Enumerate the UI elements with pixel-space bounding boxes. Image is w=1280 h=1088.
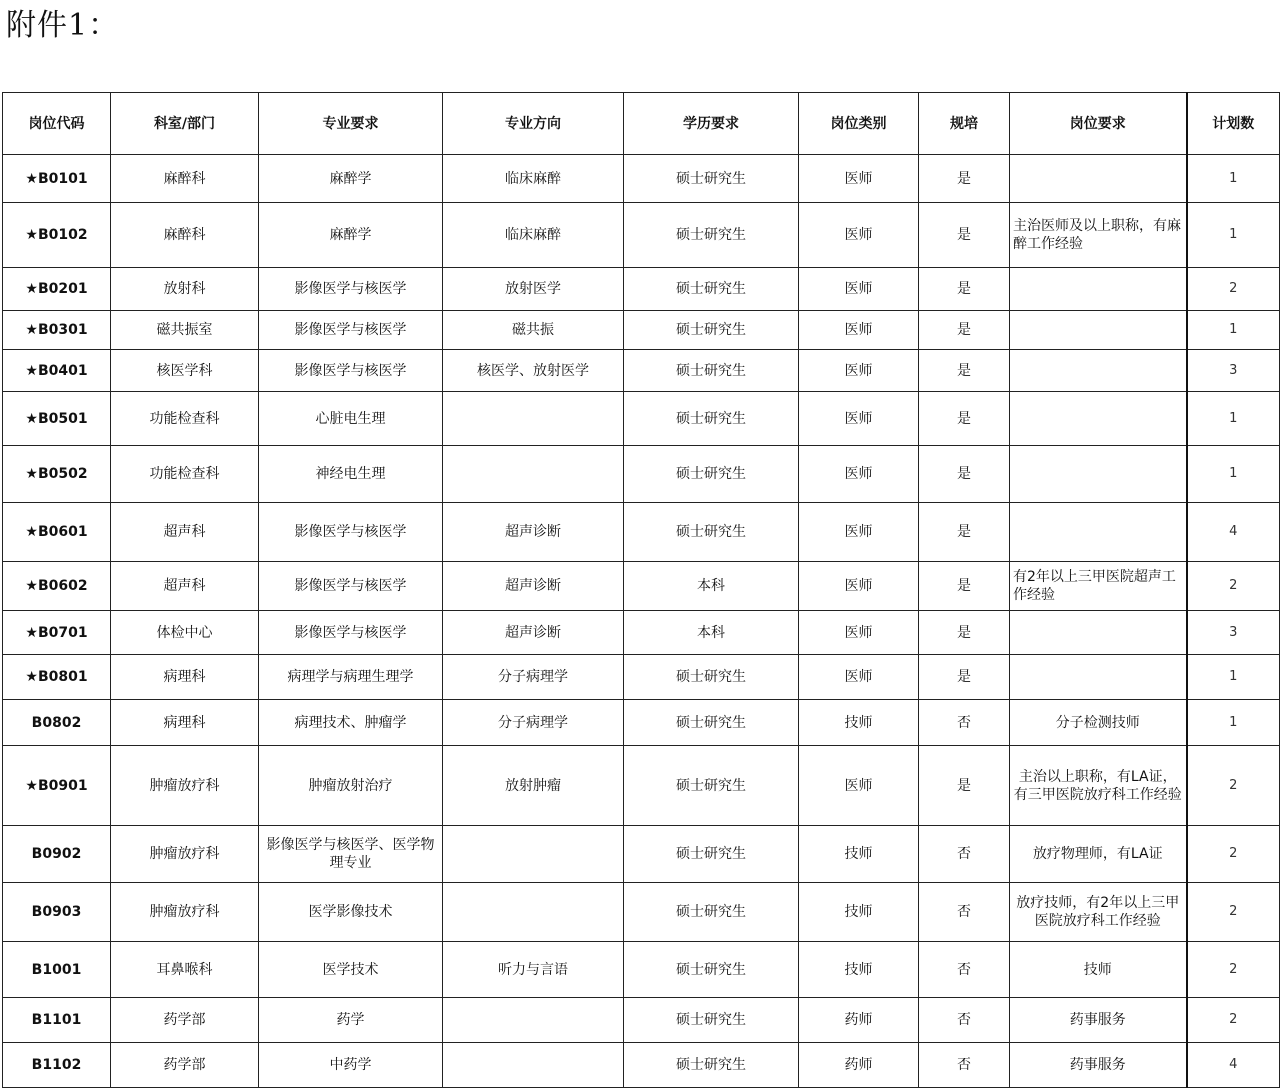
direction-cell: 超声诊断 — [443, 611, 624, 655]
position-code-cell: B1001 — [3, 942, 111, 998]
training-cell: 是 — [919, 446, 1010, 503]
requirement-cell — [1010, 350, 1187, 392]
department-cell: 功能检查科 — [111, 392, 259, 446]
education-cell: 硕士研究生 — [624, 503, 799, 562]
table-row — [3, 700, 1280, 746]
category-cell: 药师 — [799, 1043, 919, 1088]
direction-cell: 磁共振 — [443, 311, 624, 350]
plan-cell: 3 — [1187, 350, 1280, 392]
plan-cell: 1 — [1187, 446, 1280, 503]
table-row — [3, 562, 1280, 611]
training-cell: 是 — [919, 350, 1010, 392]
major-cell: 肿瘤放射治疗 — [259, 746, 443, 826]
department-cell: 药学部 — [111, 998, 259, 1043]
table-row — [3, 942, 1280, 998]
direction-cell: 临床麻醉 — [443, 155, 624, 203]
table-row — [3, 392, 1280, 446]
major-cell: 医学技术 — [259, 942, 443, 998]
major-cell: 影像医学与核医学 — [259, 503, 443, 562]
table-row — [3, 446, 1280, 503]
education-cell: 硕士研究生 — [624, 746, 799, 826]
direction-cell — [443, 392, 624, 446]
plan-cell: 2 — [1187, 998, 1280, 1043]
major-cell: 影像医学与核医学、医学物理专业 — [259, 826, 443, 883]
plan-cell: 1 — [1187, 655, 1280, 700]
direction-cell — [443, 998, 624, 1043]
position-code-cell: ★B0601 — [3, 503, 111, 562]
direction-cell: 核医学、放射医学 — [443, 350, 624, 392]
category-cell: 医师 — [799, 611, 919, 655]
direction-cell: 放射肿瘤 — [443, 746, 624, 826]
header-education: 学历要求 — [624, 93, 799, 155]
department-cell: 麻醉科 — [111, 155, 259, 203]
major-cell: 影像医学与核医学 — [259, 311, 443, 350]
training-cell: 是 — [919, 503, 1010, 562]
plan-cell: 2 — [1187, 826, 1280, 883]
department-cell: 体检中心 — [111, 611, 259, 655]
plan-cell: 1 — [1187, 392, 1280, 446]
department-cell: 肿瘤放疗科 — [111, 746, 259, 826]
table-row — [3, 998, 1280, 1043]
category-cell: 医师 — [799, 203, 919, 268]
plan-cell: 1 — [1187, 155, 1280, 203]
training-cell: 是 — [919, 203, 1010, 268]
plan-cell: 4 — [1187, 503, 1280, 562]
category-cell: 药师 — [799, 998, 919, 1043]
direction-cell — [443, 826, 624, 883]
header-position-code: 岗位代码 — [3, 93, 111, 155]
position-code-cell: ★B0701 — [3, 611, 111, 655]
training-cell: 否 — [919, 1043, 1010, 1088]
training-cell: 是 — [919, 155, 1010, 203]
position-code-cell: B0902 — [3, 826, 111, 883]
requirement-cell: 有2年以上三甲医院超声工作经验 — [1010, 562, 1187, 611]
plan-cell: 4 — [1187, 1043, 1280, 1088]
category-cell: 医师 — [799, 392, 919, 446]
positions-table — [2, 92, 1280, 1088]
plan-cell: 2 — [1187, 746, 1280, 826]
requirement-cell: 药事服务 — [1010, 998, 1187, 1043]
training-cell: 否 — [919, 826, 1010, 883]
category-cell: 医师 — [799, 503, 919, 562]
education-cell: 硕士研究生 — [624, 268, 799, 311]
position-code-cell: B1101 — [3, 998, 111, 1043]
major-cell: 神经电生理 — [259, 446, 443, 503]
position-code-cell: ★B0201 — [3, 268, 111, 311]
training-cell: 是 — [919, 655, 1010, 700]
requirement-cell: 分子检测技师 — [1010, 700, 1187, 746]
requirement-cell — [1010, 446, 1187, 503]
education-cell: 硕士研究生 — [624, 942, 799, 998]
department-cell: 肿瘤放疗科 — [111, 883, 259, 942]
header-direction: 专业方向 — [443, 93, 624, 155]
table-row — [3, 1043, 1280, 1088]
requirement-cell: 放疗技师，有2年以上三甲医院放疗科工作经验 — [1010, 883, 1187, 942]
training-cell: 是 — [919, 746, 1010, 826]
table-row — [3, 268, 1280, 311]
category-cell: 医师 — [799, 746, 919, 826]
requirement-cell: 药事服务 — [1010, 1043, 1187, 1088]
major-cell: 心脏电生理 — [259, 392, 443, 446]
requirement-cell — [1010, 268, 1187, 311]
department-cell: 功能检查科 — [111, 446, 259, 503]
direction-cell: 放射医学 — [443, 268, 624, 311]
education-cell: 本科 — [624, 611, 799, 655]
major-cell: 影像医学与核医学 — [259, 611, 443, 655]
position-code-cell: B0802 — [3, 700, 111, 746]
direction-cell: 分子病理学 — [443, 655, 624, 700]
direction-cell: 超声诊断 — [443, 503, 624, 562]
category-cell: 医师 — [799, 446, 919, 503]
requirement-cell: 放疗物理师，有LA证 — [1010, 826, 1187, 883]
department-cell: 超声科 — [111, 503, 259, 562]
department-cell: 药学部 — [111, 1043, 259, 1088]
position-code-cell: B1102 — [3, 1043, 111, 1088]
plan-cell: 1 — [1187, 700, 1280, 746]
education-cell: 硕士研究生 — [624, 155, 799, 203]
education-cell: 硕士研究生 — [624, 311, 799, 350]
education-cell: 硕士研究生 — [624, 998, 799, 1043]
header-department: 科室/部门 — [111, 93, 259, 155]
table-row — [3, 611, 1280, 655]
position-code-cell: B0903 — [3, 883, 111, 942]
table-row — [3, 746, 1280, 826]
department-cell: 病理科 — [111, 655, 259, 700]
position-code-cell: ★B0301 — [3, 311, 111, 350]
training-cell: 是 — [919, 268, 1010, 311]
department-cell: 病理科 — [111, 700, 259, 746]
direction-cell: 听力与言语 — [443, 942, 624, 998]
requirement-cell — [1010, 155, 1187, 203]
major-cell: 麻醉学 — [259, 203, 443, 268]
department-cell: 超声科 — [111, 562, 259, 611]
direction-cell: 分子病理学 — [443, 700, 624, 746]
training-cell: 否 — [919, 998, 1010, 1043]
training-cell: 是 — [919, 392, 1010, 446]
major-cell: 中药学 — [259, 1043, 443, 1088]
department-cell: 肿瘤放疗科 — [111, 826, 259, 883]
requirement-cell — [1010, 611, 1187, 655]
direction-cell — [443, 1043, 624, 1088]
plan-cell: 2 — [1187, 268, 1280, 311]
department-cell: 核医学科 — [111, 350, 259, 392]
requirement-cell — [1010, 503, 1187, 562]
department-cell: 麻醉科 — [111, 203, 259, 268]
direction-cell: 超声诊断 — [443, 562, 624, 611]
position-code-cell: ★B0101 — [3, 155, 111, 203]
department-cell: 耳鼻喉科 — [111, 942, 259, 998]
category-cell: 技师 — [799, 942, 919, 998]
category-cell: 技师 — [799, 826, 919, 883]
plan-cell: 2 — [1187, 562, 1280, 611]
position-code-cell: ★B0901 — [3, 746, 111, 826]
category-cell: 医师 — [799, 562, 919, 611]
position-code-cell: ★B0801 — [3, 655, 111, 700]
table-row — [3, 883, 1280, 942]
requirement-cell: 技师 — [1010, 942, 1187, 998]
position-code-cell: ★B0501 — [3, 392, 111, 446]
education-cell: 硕士研究生 — [624, 883, 799, 942]
direction-cell: 临床麻醉 — [443, 203, 624, 268]
training-cell: 否 — [919, 883, 1010, 942]
table-row — [3, 311, 1280, 350]
position-code-cell: ★B0401 — [3, 350, 111, 392]
requirement-cell — [1010, 311, 1187, 350]
plan-cell: 2 — [1187, 883, 1280, 942]
plan-cell: 2 — [1187, 942, 1280, 998]
major-cell: 病理学与病理生理学 — [259, 655, 443, 700]
category-cell: 医师 — [799, 268, 919, 311]
table-row — [3, 350, 1280, 392]
page-title: 附件1： — [6, 8, 120, 43]
table-row — [3, 655, 1280, 700]
education-cell: 硕士研究生 — [624, 826, 799, 883]
training-cell: 是 — [919, 562, 1010, 611]
plan-cell: 1 — [1187, 203, 1280, 268]
major-cell: 影像医学与核医学 — [259, 268, 443, 311]
education-cell: 本科 — [624, 562, 799, 611]
major-cell: 病理技术、肿瘤学 — [259, 700, 443, 746]
header-category: 岗位类别 — [799, 93, 919, 155]
header-training: 规培 — [919, 93, 1010, 155]
education-cell: 硕士研究生 — [624, 1043, 799, 1088]
training-cell: 是 — [919, 311, 1010, 350]
department-cell: 放射科 — [111, 268, 259, 311]
plan-cell: 3 — [1187, 611, 1280, 655]
major-cell: 药学 — [259, 998, 443, 1043]
table-row — [3, 203, 1280, 268]
category-cell: 技师 — [799, 700, 919, 746]
table-row — [3, 155, 1280, 203]
education-cell: 硕士研究生 — [624, 203, 799, 268]
training-cell: 否 — [919, 700, 1010, 746]
major-cell: 麻醉学 — [259, 155, 443, 203]
direction-cell — [443, 883, 624, 942]
requirement-cell: 主治医师及以上职称，有麻醉工作经验 — [1010, 203, 1187, 268]
category-cell: 技师 — [799, 883, 919, 942]
header-plan: 计划数 — [1187, 93, 1280, 155]
header-major: 专业要求 — [259, 93, 443, 155]
category-cell: 医师 — [799, 311, 919, 350]
requirement-cell — [1010, 655, 1187, 700]
education-cell: 硕士研究生 — [624, 446, 799, 503]
header-requirement: 岗位要求 — [1010, 93, 1187, 155]
education-cell: 硕士研究生 — [624, 392, 799, 446]
requirement-cell: 主治以上职称，有LA证，有三甲医院放疗科工作经验 — [1010, 746, 1187, 826]
position-code-cell: ★B0602 — [3, 562, 111, 611]
table-header-row — [3, 93, 1280, 155]
training-cell: 是 — [919, 611, 1010, 655]
position-code-cell: ★B0102 — [3, 203, 111, 268]
major-cell: 影像医学与核医学 — [259, 562, 443, 611]
education-cell: 硕士研究生 — [624, 700, 799, 746]
requirement-cell — [1010, 392, 1187, 446]
position-code-cell: ★B0502 — [3, 446, 111, 503]
major-cell: 医学影像技术 — [259, 883, 443, 942]
major-cell: 影像医学与核医学 — [259, 350, 443, 392]
plan-cell: 1 — [1187, 311, 1280, 350]
training-cell: 否 — [919, 942, 1010, 998]
table-row — [3, 503, 1280, 562]
category-cell: 医师 — [799, 155, 919, 203]
category-cell: 医师 — [799, 655, 919, 700]
direction-cell — [443, 446, 624, 503]
education-cell: 硕士研究生 — [624, 350, 799, 392]
education-cell: 硕士研究生 — [624, 655, 799, 700]
table-row — [3, 826, 1280, 883]
department-cell: 磁共振室 — [111, 311, 259, 350]
category-cell: 医师 — [799, 350, 919, 392]
